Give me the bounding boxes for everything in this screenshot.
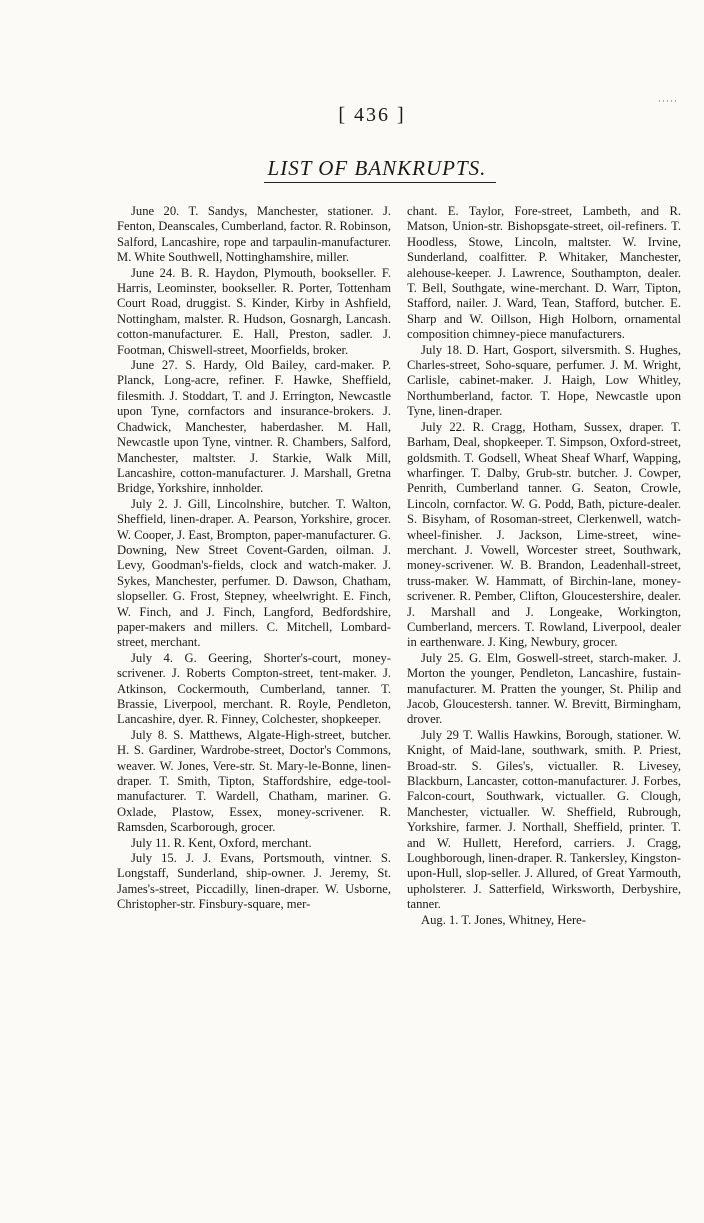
- bankrupt-entry-continued: chant. E. Taylor, Fore-street, Lambeth, and R. Matson, Union-str. Bishopsgate-street, oil-refiners. T. Hoodless, Stowe, Lincoln, maltster. W. Irvine, Sunderland, coalfitter. P. Whitaker, Manchester, alehouse-keeper. J. Lawrence, Southampton, dealer. T. Bell, Southgate, wine-merchant. D. Warr, Tipton, Stafford, nailer. J. Ward, Tean, Stafford, butcher. E. Sharp and W. Oillson, High Holborn, ornamental composition chimney-piece manufacturers.: [407, 204, 681, 342]
- bankrupt-entry: Aug. 1. T. Jones, Whitney, Here-: [421, 912, 586, 927]
- bankrupt-entry: July 18. D. Hart, Gosport, silversmith. S. Hughes, Charles-street, Soho-square, perfumer. J. M. Wright, Carlisle, cabinet-maker. J. Haigh, Low Whitley, Northumberland, factor. T. Hope, Newcastle upon Tyne, linen-draper.: [407, 342, 681, 419]
- corner-mark: ·····: [658, 96, 678, 106]
- bankrupt-entry: June 20. T. Sandys, Manchester, stationer. J. Fenton, Deanscales, Cumberland, factor. R. Robinson, Salford, Lancashire, rope and tarpaulin-manufacturer. M. White Southwell, Nottinghamshire, miller.: [117, 204, 391, 265]
- page-title: LIST OF BANKRUPTS.: [267, 156, 487, 180]
- bankrupt-entry: June 24. B. R. Haydon, Plymouth, bookseller. F. Harris, Leominster, bookseller. R. Porter, Tottenham Court Road, druggist. S. Kinder, Kirby in Ashfield, Nottingham, malster. R. Hudson, Gosnargh, Lancash. cotton-manufacturer. E. Hall, Preston, sadler. J. Footman, Chiswell-street, Moorfields, broker.: [117, 265, 391, 357]
- bankrupt-entry: July 11. R. Kent, Oxford, merchant.: [131, 835, 312, 850]
- left-column: [117, 204, 391, 1164]
- page-number: [ 436 ]: [338, 104, 406, 126]
- bankrupt-entry: July 4. G. Geering, Shorter's-court, money-scrivener. J. Roberts Compton-street, tent-maker. J. Atkinson, Cockermouth, Cumberland, tanner. T. Brassie, Liverpool, merchant. R. Royle, Pendleton, Lancashire, dyer. R. Finney, Colchester, shopkeeper.: [117, 650, 391, 727]
- right-column: [407, 204, 681, 1164]
- bankrupt-entry: July 29 T. Wallis Hawkins, Borough, stationer. W. Knight, of Maid-lane, southwark, smith. P. Priest, Broad-str. S. Giles's, victualler. R. Livesey, Blackburn, Lancaster, cotton-manufacturer. J. Forbes, Falcon-court, Southwark, victualler. G. Clough, Manchester, victualler. W. Sheffield, Rubrough, Yorkshire, farmer. J. Northall, Sheffield, printer. T. and W. Hullett, Hereford, carriers. J. Cragg, Loughborough, linen-draper. R. Tankersley, Kingston-upon-Hull, slop-seller. J. Allured, of Great Yarmouth, upholsterer. J. Satterfield, Wirksworth, Derbyshire, tanner.: [407, 727, 681, 912]
- title-rule: [264, 182, 496, 183]
- bankrupt-entry: June 27. S. Hardy, Old Bailey, card-maker. P. Planck, Long-acre, refiner. F. Hawke, Sheffield, filesmith. J. Stoddart, T. and J. Errington, Newcastle upon Tyne, cornfactors and insurance-brokers. J. Chadwick, Manchester, haberdasher. M. Hall, Newcastle upon Tyne, vintner. R. Chambers, Salford, Manchester, maltster. J. Starkie, Walk Mill, Lancashire, cotton-manufacturer. J. Marshall, Gretna Bridge, Yorkshire, innholder.: [117, 358, 391, 496]
- bankrupt-entry: July 8. S. Matthews, Algate-High-street, butcher. H. S. Gardiner, Wardrobe-street, Doctor's Commons, weaver. W. Jones, Vere-str. St. Mary-le-Bonne, linen-draper. T. Smith, Tipton, Staffordshire, edge-tool-manufacturer. T. Wardell, Chatham, mariner. G. Oxlade, Plastow, Essex, money-scrivener. R. Ramsden, Scarborough, grocer.: [117, 727, 391, 835]
- bankrupt-entry: July 15. J. J. Evans, Portsmouth, vintner. S. Longstaff, Sunderland, ship-owner. J. Jeremy, St. James's-street, Piccadilly, linen-draper. W. Usborne, Christopher-str. Finsbury-square, mer-: [117, 851, 391, 912]
- bankrupt-entry: July 2. J. Gill, Lincolnshire, butcher. T. Walton, Sheffield, linen-draper. A. Pearson, Yorkshire, grocer. W. Cooper, J. East, Brompton, paper-manufacturer. G. Downing, New Street Covent-Garden, oilman. J. Levy, Goodman's-fields, clock and watch-maker. J. Sykes, Manchester, perfumer. D. Dawson, Chatham, slopseller. G. Frost, Stepney, wheelwright. E. Finch, W. Finch, and J. Finch, Langford, Bedfordshire, paper-makers and millers. C. Mitchell, Lombard-street, merchant.: [117, 496, 391, 650]
- two-column-body: [117, 204, 681, 1164]
- bankrupt-entry: July 22. R. Cragg, Hotham, Sussex, draper. T. Barham, Deal, shopkeeper. T. Simpson, Oxford-street, goldsmith. T. Godsell, Wheat Sheaf Wharf, Wapping, wharfinger. T. Dalby, Grub-str. butcher. J. Cowper, Penrith, Cumberland tanner. G. Seaton, Crowle, Lincoln, cornfactor. W. G. Podd, Bath, picture-dealer. S. Bisyham, of Rosoman-street, Clerkenwell, watch-wheel-finisher. J. Jackson, Lime-street, wine-merchant. J. Vowell, Worcester street, Southwark, money-scrivener. W. B. Brandon, Leadenhall-street, truss-maker. W. Hammatt, of Birchin-lane, money-scrivener. R. Pember, Clifton, Gloucestershire, dealer. J. Marshall and J. Longeake, Workington, Cumberland, mercers. T. Rowland, Liverpool, dealer in earthenware. J. King, Newbury, grocer.: [407, 419, 681, 650]
- bankrupt-entry: July 25. G. Elm, Goswell-street, starch-maker. J. Morton the younger, Pendleton, Lancashire, fustain-manufacturer. M. Pratten the younger, St. Philip and Jacob, Gloucestersh. tanner. W. Brevitt, Birmingham, drover.: [407, 650, 681, 727]
